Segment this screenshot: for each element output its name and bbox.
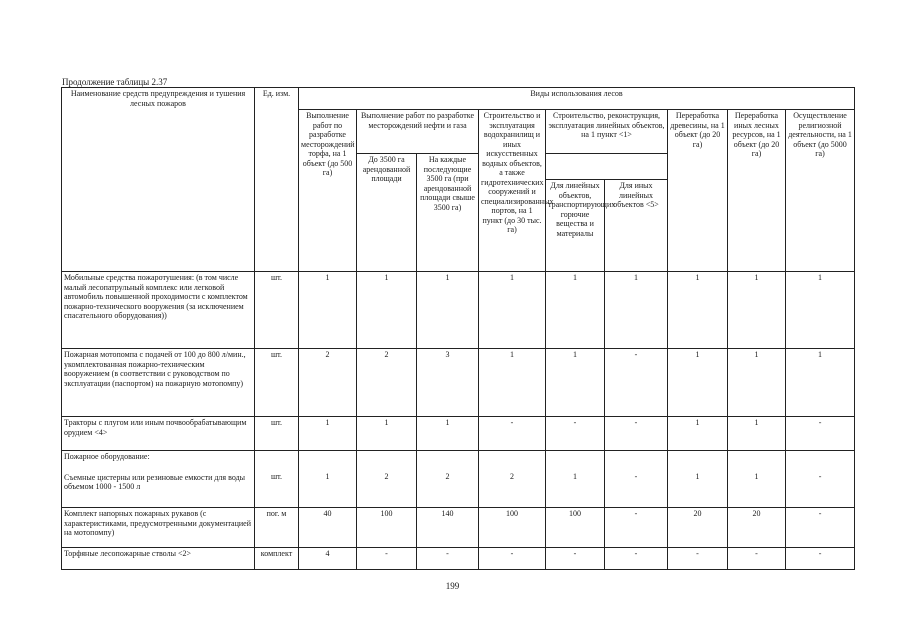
cell-value: 2: [445, 472, 450, 481]
cell: 1: [668, 272, 728, 349]
cell-value: 1: [754, 472, 759, 481]
cell: 2: [299, 349, 357, 417]
row-name: Торфяные лесопожарные стволы <2>: [62, 548, 255, 570]
row-unit: шт.: [255, 349, 299, 417]
cell-value: -: [818, 472, 822, 481]
cell: [479, 451, 546, 508]
header-relig: Осуществление религиозной деятельности, на 1 объект (до 5000 га): [786, 110, 855, 272]
cell: 100: [479, 508, 546, 548]
header-unit: Ед. изм.: [255, 88, 299, 272]
header-oilgas: Выполнение работ по разработке месторождений нефти и газа: [357, 110, 479, 154]
row-name: Пожарная мотопомпа с подачей от 100 до 800 л/мин., укомплектованная пожарно-техническим вооружением (в соответствии с руководством по эксплуатации (паспортом) на пожарную мотопомпу): [62, 349, 255, 417]
cell: [546, 451, 605, 508]
row-unit: шт.: [255, 417, 299, 451]
row-name: Комплект напорных пожарных рукавов (с характеристиками, предусмотренными документацией на мотопомпу): [62, 508, 255, 548]
cell-value: 2: [384, 472, 389, 481]
cell: -: [546, 417, 605, 451]
table-row: [62, 272, 855, 349]
cell: 1: [479, 349, 546, 417]
cell: 1: [299, 272, 357, 349]
header-oilgas-b: На каждые последующие 3500 га (при арендованной площади свыше 3500 га): [417, 154, 479, 272]
header-name: Наименование средств предупреждения и тушения лесных пожаров: [62, 88, 255, 272]
cell: -: [605, 508, 668, 548]
table-row: [62, 451, 855, 508]
cell: 1: [546, 349, 605, 417]
cell: 1: [728, 349, 786, 417]
cell: 1: [479, 272, 546, 349]
cell: 1: [417, 417, 479, 451]
header-linear: Строительство, реконструкция, эксплуатация линейных объектов, на 1 пункт <1>: [546, 110, 668, 154]
header-linear-a: Для линейных объектов, транспортирующих горючие вещества и материалы: [546, 180, 605, 272]
cell: 1: [357, 417, 417, 451]
cell: 1: [728, 272, 786, 349]
cell: 1: [786, 349, 855, 417]
cell: -: [479, 417, 546, 451]
cell-value: 1: [573, 472, 577, 481]
cell: [417, 451, 479, 508]
cell: 20: [728, 508, 786, 548]
cell: 2: [357, 349, 417, 417]
header-linear-b: Для иных линейных объектов <5>: [605, 180, 668, 272]
table-row: [62, 508, 855, 548]
cell: 4: [299, 548, 357, 570]
cell: 1: [357, 272, 417, 349]
cell: 1: [668, 417, 728, 451]
cell: 20: [668, 508, 728, 548]
cell: [786, 451, 855, 508]
cell: -: [417, 548, 479, 570]
header-wood: Переработка древесины, на 1 объект (до 20 га): [668, 110, 728, 272]
cell: 1: [786, 272, 855, 349]
header-hydro: Строительство и эксплуатация водохранилищ и иных искусственных водных объектов, а также гидротехнических сооружений и специализированных портов, на 1 пункт (до 30 тыс. га): [479, 110, 546, 272]
cell: [605, 451, 668, 508]
cell: -: [786, 508, 855, 548]
cell: [668, 451, 728, 508]
cell: 1: [546, 272, 605, 349]
cell: 1: [728, 417, 786, 451]
cell: 1: [605, 272, 668, 349]
cell: 100: [546, 508, 605, 548]
row-unit: шт.: [255, 272, 299, 349]
cell: -: [479, 548, 546, 570]
cell: -: [546, 548, 605, 570]
row-name-text: Съемные цистерны или резиновые емкости для воды объемом 1000 - 1500 л: [64, 472, 246, 491]
row-unit: комплект: [255, 548, 299, 570]
cell: 1: [417, 272, 479, 349]
cell: [728, 451, 786, 508]
cell: -: [605, 417, 668, 451]
cell: 140: [417, 508, 479, 548]
cell: -: [786, 417, 855, 451]
header-uses: Виды использования лесов: [299, 88, 855, 110]
row-name: Мобильные средства пожаротушения: (в том числе малый лесопатрульный комплекс или легковой автомобиль повышенной проходимости с комплектом пожарно-технического вооружения (за исключением спасательного оборудования)): [62, 272, 255, 349]
cell: 1: [299, 417, 357, 451]
fire-equipment-table: [61, 87, 855, 570]
cell-value: 1: [325, 472, 330, 481]
cell: -: [605, 548, 668, 570]
cell: -: [668, 548, 728, 570]
cell-value: 1: [695, 472, 700, 481]
header-oilgas-a: До 3500 га арендованной площади: [357, 154, 417, 272]
cell: -: [786, 548, 855, 570]
table-row: [62, 548, 855, 570]
cell-value: -: [634, 472, 638, 481]
section-label: Пожарное оборудование:: [64, 452, 150, 461]
table-caption: Продолжение таблицы 2.37: [62, 77, 168, 87]
row-unit-text: шт.: [270, 472, 283, 481]
cell: -: [357, 548, 417, 570]
cell: 3: [417, 349, 479, 417]
page-number: 199: [445, 581, 460, 591]
header-peat: Выполнение работ по разработке месторождений торфа, на 1 объект (до 500 га): [299, 110, 357, 272]
row-unit: пог. м: [255, 508, 299, 548]
row-unit: [255, 451, 299, 508]
cell: [357, 451, 417, 508]
header-other: Переработка иных лесных ресурсов, на 1 объект (до 20 га): [728, 110, 786, 272]
table-row: [62, 349, 855, 417]
header-linear-gap: [546, 154, 668, 180]
cell: 100: [357, 508, 417, 548]
table-row: [62, 417, 855, 451]
row-name: [62, 451, 255, 508]
cell: 40: [299, 508, 357, 548]
row-name: Тракторы с плугом или иным почвообрабатывающим орудием <4>: [62, 417, 255, 451]
cell: [299, 451, 357, 508]
cell: -: [728, 548, 786, 570]
cell-value: 2: [510, 472, 514, 481]
cell: 1: [668, 349, 728, 417]
cell: -: [605, 349, 668, 417]
